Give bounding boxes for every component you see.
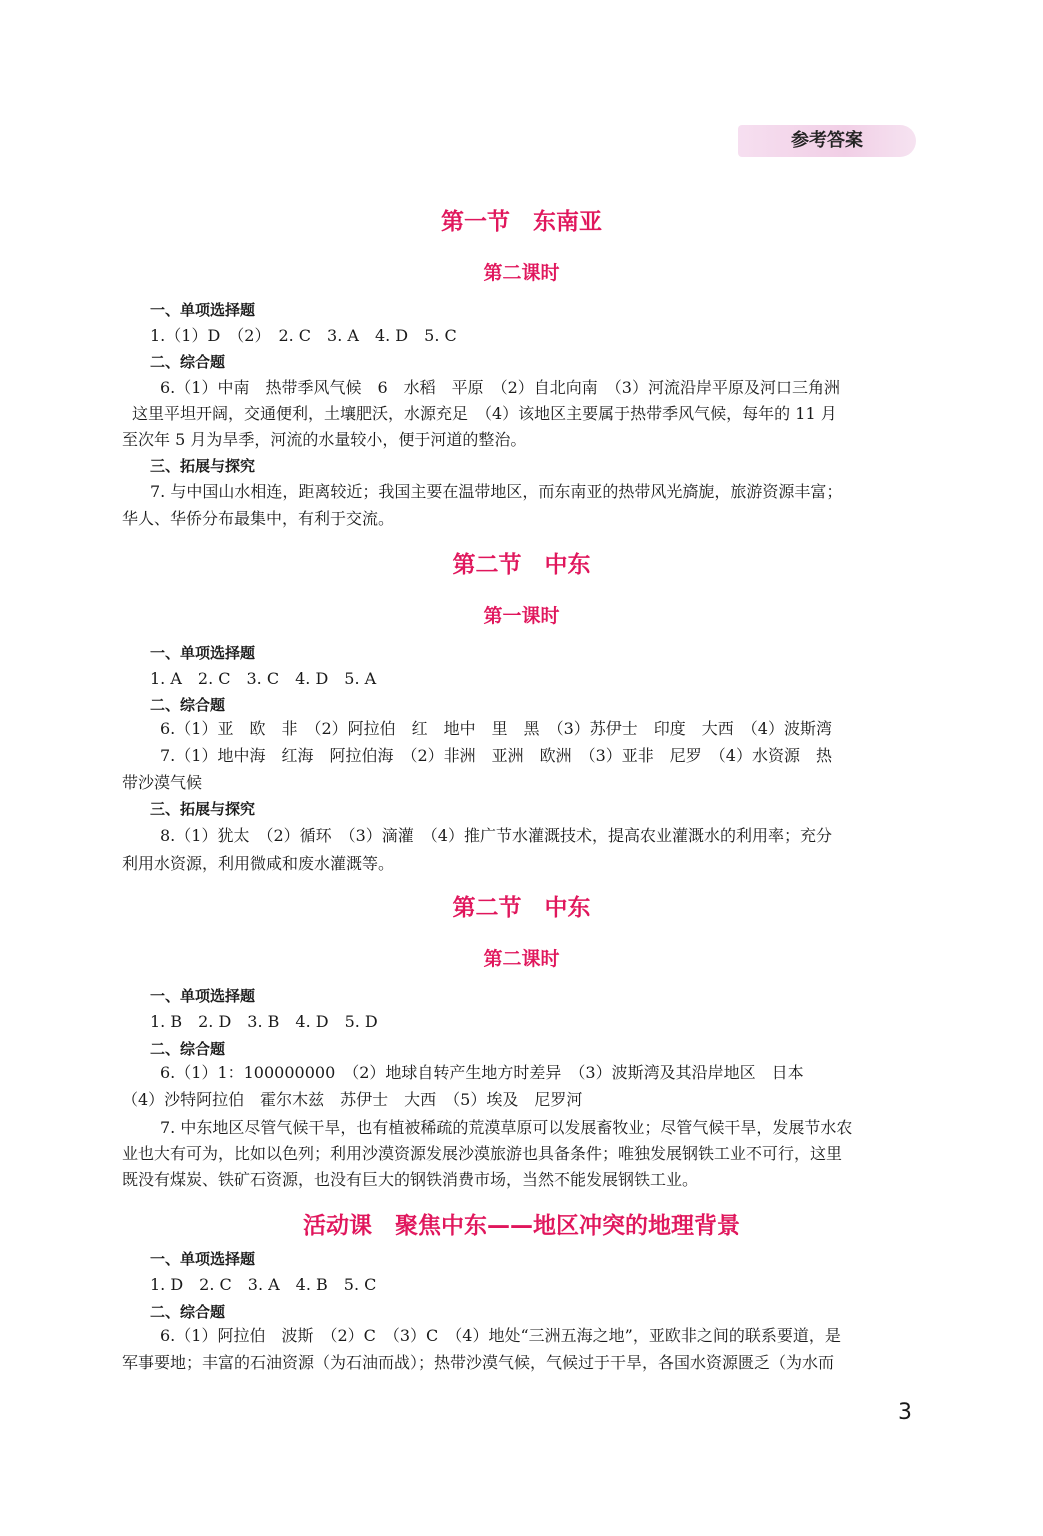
answer-line: 既没有煤炭、铁矿石资源，也没有巨大的钢铁消费市场，当然不能发展钢铁工业。 [122,1170,699,1189]
category-heading: 二、综合题 [150,1040,226,1058]
answer-line: 1. A 2. C 3. C 4. D 5. A [150,669,377,688]
category-heading: 一、单项选择题 [150,301,256,319]
answer-line: 业也大有可为，比如以色列；利用沙漠资源发展沙漠旅游也具备条件；唯独发展钢铁工业不可行，这里 [122,1144,843,1163]
answer-line: 这里平坦开阔，交通便利，土壤肥沃，水源充足 （4）该地区主要属于热带季风气候，每年的 11 月 [132,404,837,423]
category-heading: 一、单项选择题 [150,1250,256,1268]
category-heading: 一、单项选择题 [150,644,256,662]
answer-line: 6.（1）中南 热带季风气候 6 水稻 平原 （2）自北向南 （3）河流沿岸平原及河口三角洲 [160,378,840,397]
section-title: 第一节 东南亚 [441,209,602,235]
answer-line: 军事要地；丰富的石油资源（为石油而战）；热带沙漠气候，气候过于干旱，各国水资源匮乏（为水而 [122,1353,835,1372]
answer-line: 6.（1）阿拉伯 波斯 （2）C （3）C （4）地处“三洲五海之地”，亚欧非之间的联系要道，是 [160,1326,841,1345]
answer-line: （4）沙特阿拉伯 霍尔木兹 苏伊士 大西 （5）埃及 尼罗河 [122,1090,583,1109]
answer-line: 1. D 2. C 3. A 4. B 5. C [150,1275,377,1294]
category-heading: 三、拓展与探究 [150,457,256,475]
answer-line: 利用水资源，利用微咸和废水灌溉等。 [122,854,395,873]
lesson-title: 第二课时 [483,948,560,970]
lesson-title: 第一课时 [483,605,560,627]
category-heading: 二、综合题 [150,1303,226,1321]
section-title: 活动课 聚焦中东——地区冲突的地理背景 [303,1213,740,1239]
answer-line: 带沙漠气候 [122,773,203,792]
section-title: 第二节 中东 [452,895,591,921]
answer-line: 6.（1）1：100000000 （2）地球自转产生地方时差异 （3）波斯湾及其沿岸地区 日本 [160,1063,804,1082]
answer-key-tag: 参考答案 [738,125,916,157]
answer-line: 1.（1）D （2） 2. C 3. A 4. D 5. C [150,326,457,345]
answer-line: 华人、华侨分布最集中，有利于交流。 [122,509,395,528]
category-heading: 三、拓展与探究 [150,800,256,818]
category-heading: 一、单项选择题 [150,987,256,1005]
category-heading: 二、综合题 [150,696,226,714]
category-heading: 二、综合题 [150,353,226,371]
answer-line: 8.（1）犹太 （2）循环 （3）滴灌 （4）推广节水灌溉技术，提高农业灌溉水的利用率；充分 [160,826,832,845]
answer-line: 7. 与中国山水相连，距离较近；我国主要在温带地区，而东南亚的热带风光旖旎，旅游资源丰富； [150,482,843,501]
answer-line: 6.（1）亚 欧 非 （2）阿拉伯 红 地中 里 黑 （3）苏伊士 印度 大西 （4）波斯湾 [160,719,832,738]
section-title: 第二节 中东 [452,552,591,578]
answer-line: 7.（1）地中海 红海 阿拉伯海 （2）非洲 亚洲 欧洲 （3）亚非 尼罗 （4）水资源 热 [160,746,832,765]
lesson-title: 第二课时 [483,262,560,284]
answer-line: 至次年 5 月为旱季，河流的水量较小，便于河道的整治。 [122,430,527,449]
page-number: 3 [898,1400,912,1425]
answer-line: 7. 中东地区尽管气候干旱，也有植被稀疏的荒漠草原可以发展畜牧业；尽管气候干旱，发展节水农 [160,1118,853,1137]
answer-line: 1. B 2. D 3. B 4. D 5. D [150,1012,378,1031]
